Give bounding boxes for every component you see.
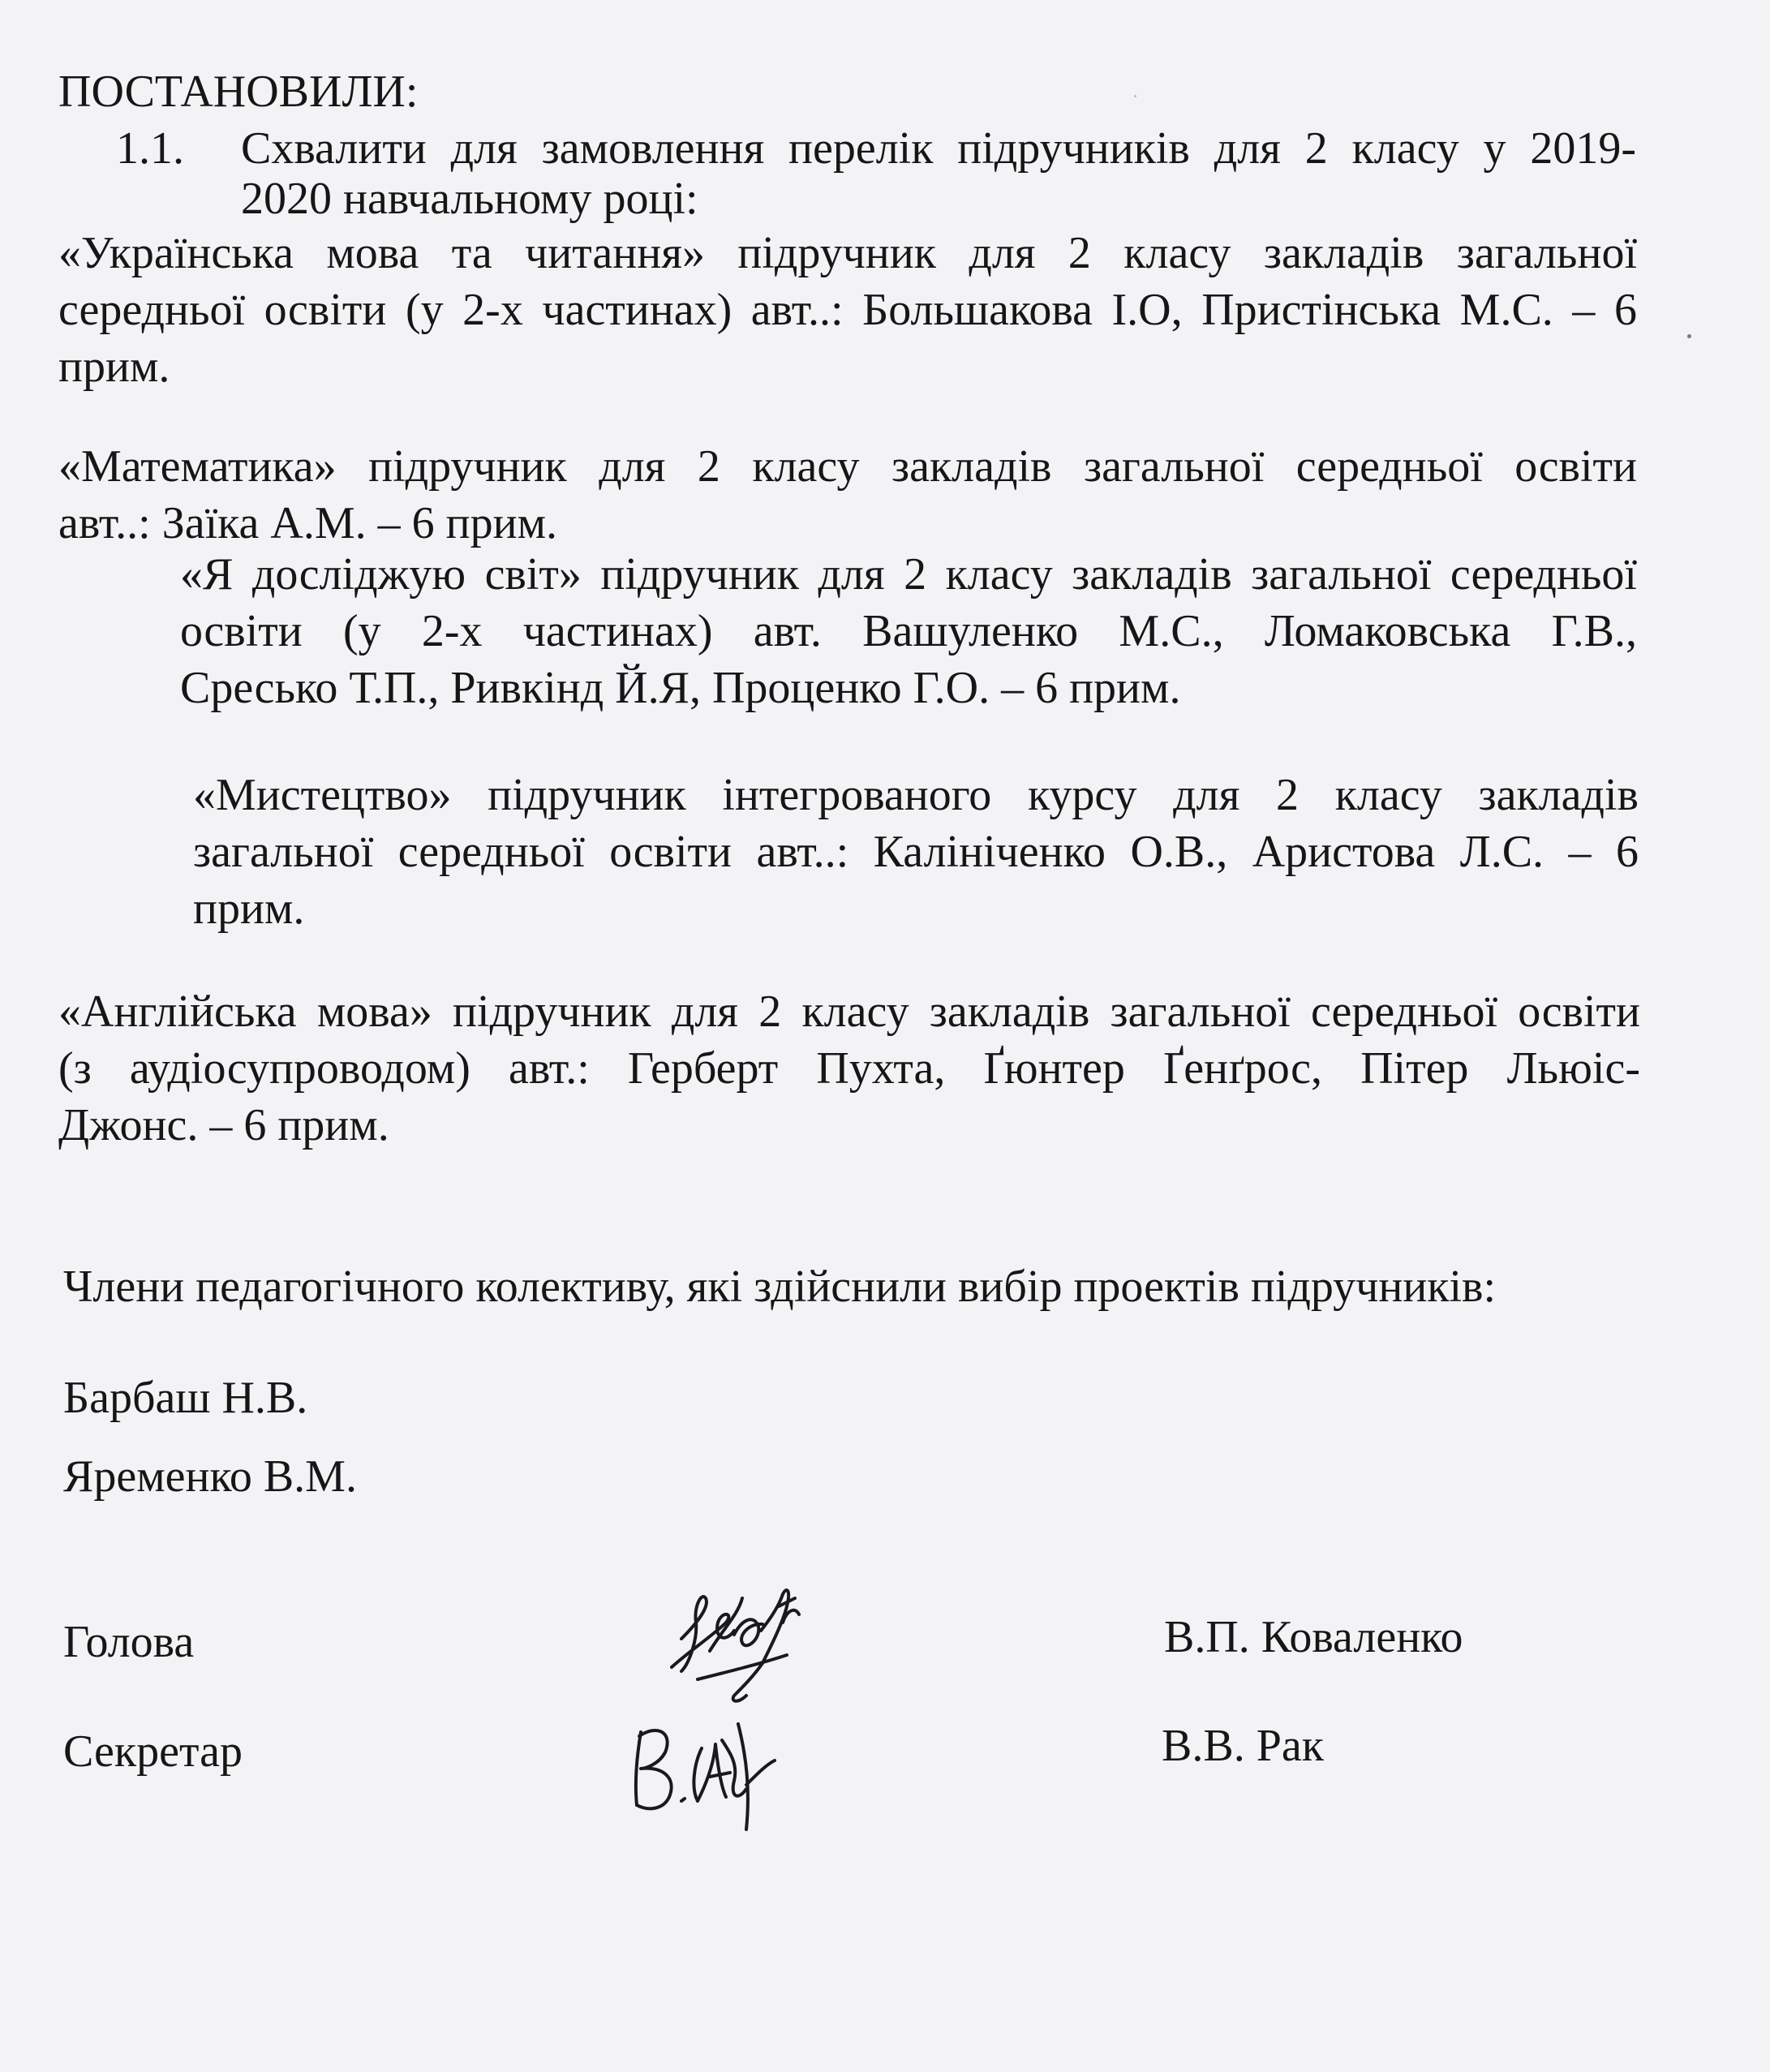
chair-role: Голова <box>63 1617 195 1667</box>
textbook-line: прим. <box>58 342 170 392</box>
chair-name: В.П. Коваленко <box>1164 1612 1463 1662</box>
textbook-line: «Мистецтво» підручник інтегрованого курсу для 2 класу закладів <box>193 770 1639 820</box>
textbook-item <box>58 438 1637 552</box>
textbook-item <box>193 767 1639 937</box>
member-name: Яременко В.М. <box>63 1451 357 1502</box>
resolution-text-line2: 2020 навчальному році: <box>241 174 698 224</box>
scan-speck <box>1687 334 1691 338</box>
heading: ПОСТАНОВИЛИ: <box>58 67 419 117</box>
textbook-line: «Англійська мова» підручник для 2 класу закладів загальної середньої освіти <box>58 987 1640 1037</box>
members-intro: Члени педагогічного колективу, які здійснили вибір проектів підручників: <box>63 1262 1497 1312</box>
resolution-number: 1.1. <box>116 123 184 174</box>
textbook-line: (з аудіосупроводом) авт.: Герберт Пухта, Ґюнтер Ґенґрос, Пітер Льюіс- <box>58 1043 1640 1094</box>
textbook-line: авт..: Заїка А.М. – 6 прим. <box>58 498 558 548</box>
textbook-line: освіти (у 2-х частинах) авт. Вашуленко М.С., Ломаковська Г.В., <box>180 606 1637 656</box>
textbook-item <box>58 225 1637 395</box>
textbook-line: Сресько Т.П., Ривкінд Й.Я, Проценко Г.О. – 6 прим. <box>180 663 1181 713</box>
textbook-line: «Українська мова та читання» підручник для 2 класу закладів загальної <box>58 228 1637 278</box>
secretary-name: В.В. Рак <box>1162 1721 1324 1771</box>
textbook-line: середньої освіти (у 2-х частинах) авт..: Большакова І.О, Пристінська М.С. – 6 <box>58 285 1637 335</box>
scan-speck <box>1134 95 1136 97</box>
chair-signature <box>665 1574 860 1712</box>
textbook-line: загальної середньої освіти авт..: Калініченко О.В., Аристова Л.С. – 6 <box>193 827 1639 877</box>
member-name: Барбаш Н.В. <box>63 1373 308 1423</box>
textbook-line: «Математика» підручник для 2 класу закладів загальної середньої освіти <box>58 441 1637 492</box>
textbook-line: Джонс. – 6 прим. <box>58 1100 389 1150</box>
resolution-text-line1: Схвалити для замовлення перелік підручників для 2 класу у 2019- <box>241 123 1636 174</box>
secretary-role: Секретар <box>63 1726 243 1777</box>
textbook-item <box>58 983 1640 1154</box>
secretary-signature <box>625 1708 803 1838</box>
textbook-item <box>180 546 1637 716</box>
textbook-line: «Я досліджую світ» підручник для 2 класу закладів загальної середньої <box>180 549 1637 600</box>
textbook-line: прим. <box>193 883 305 934</box>
